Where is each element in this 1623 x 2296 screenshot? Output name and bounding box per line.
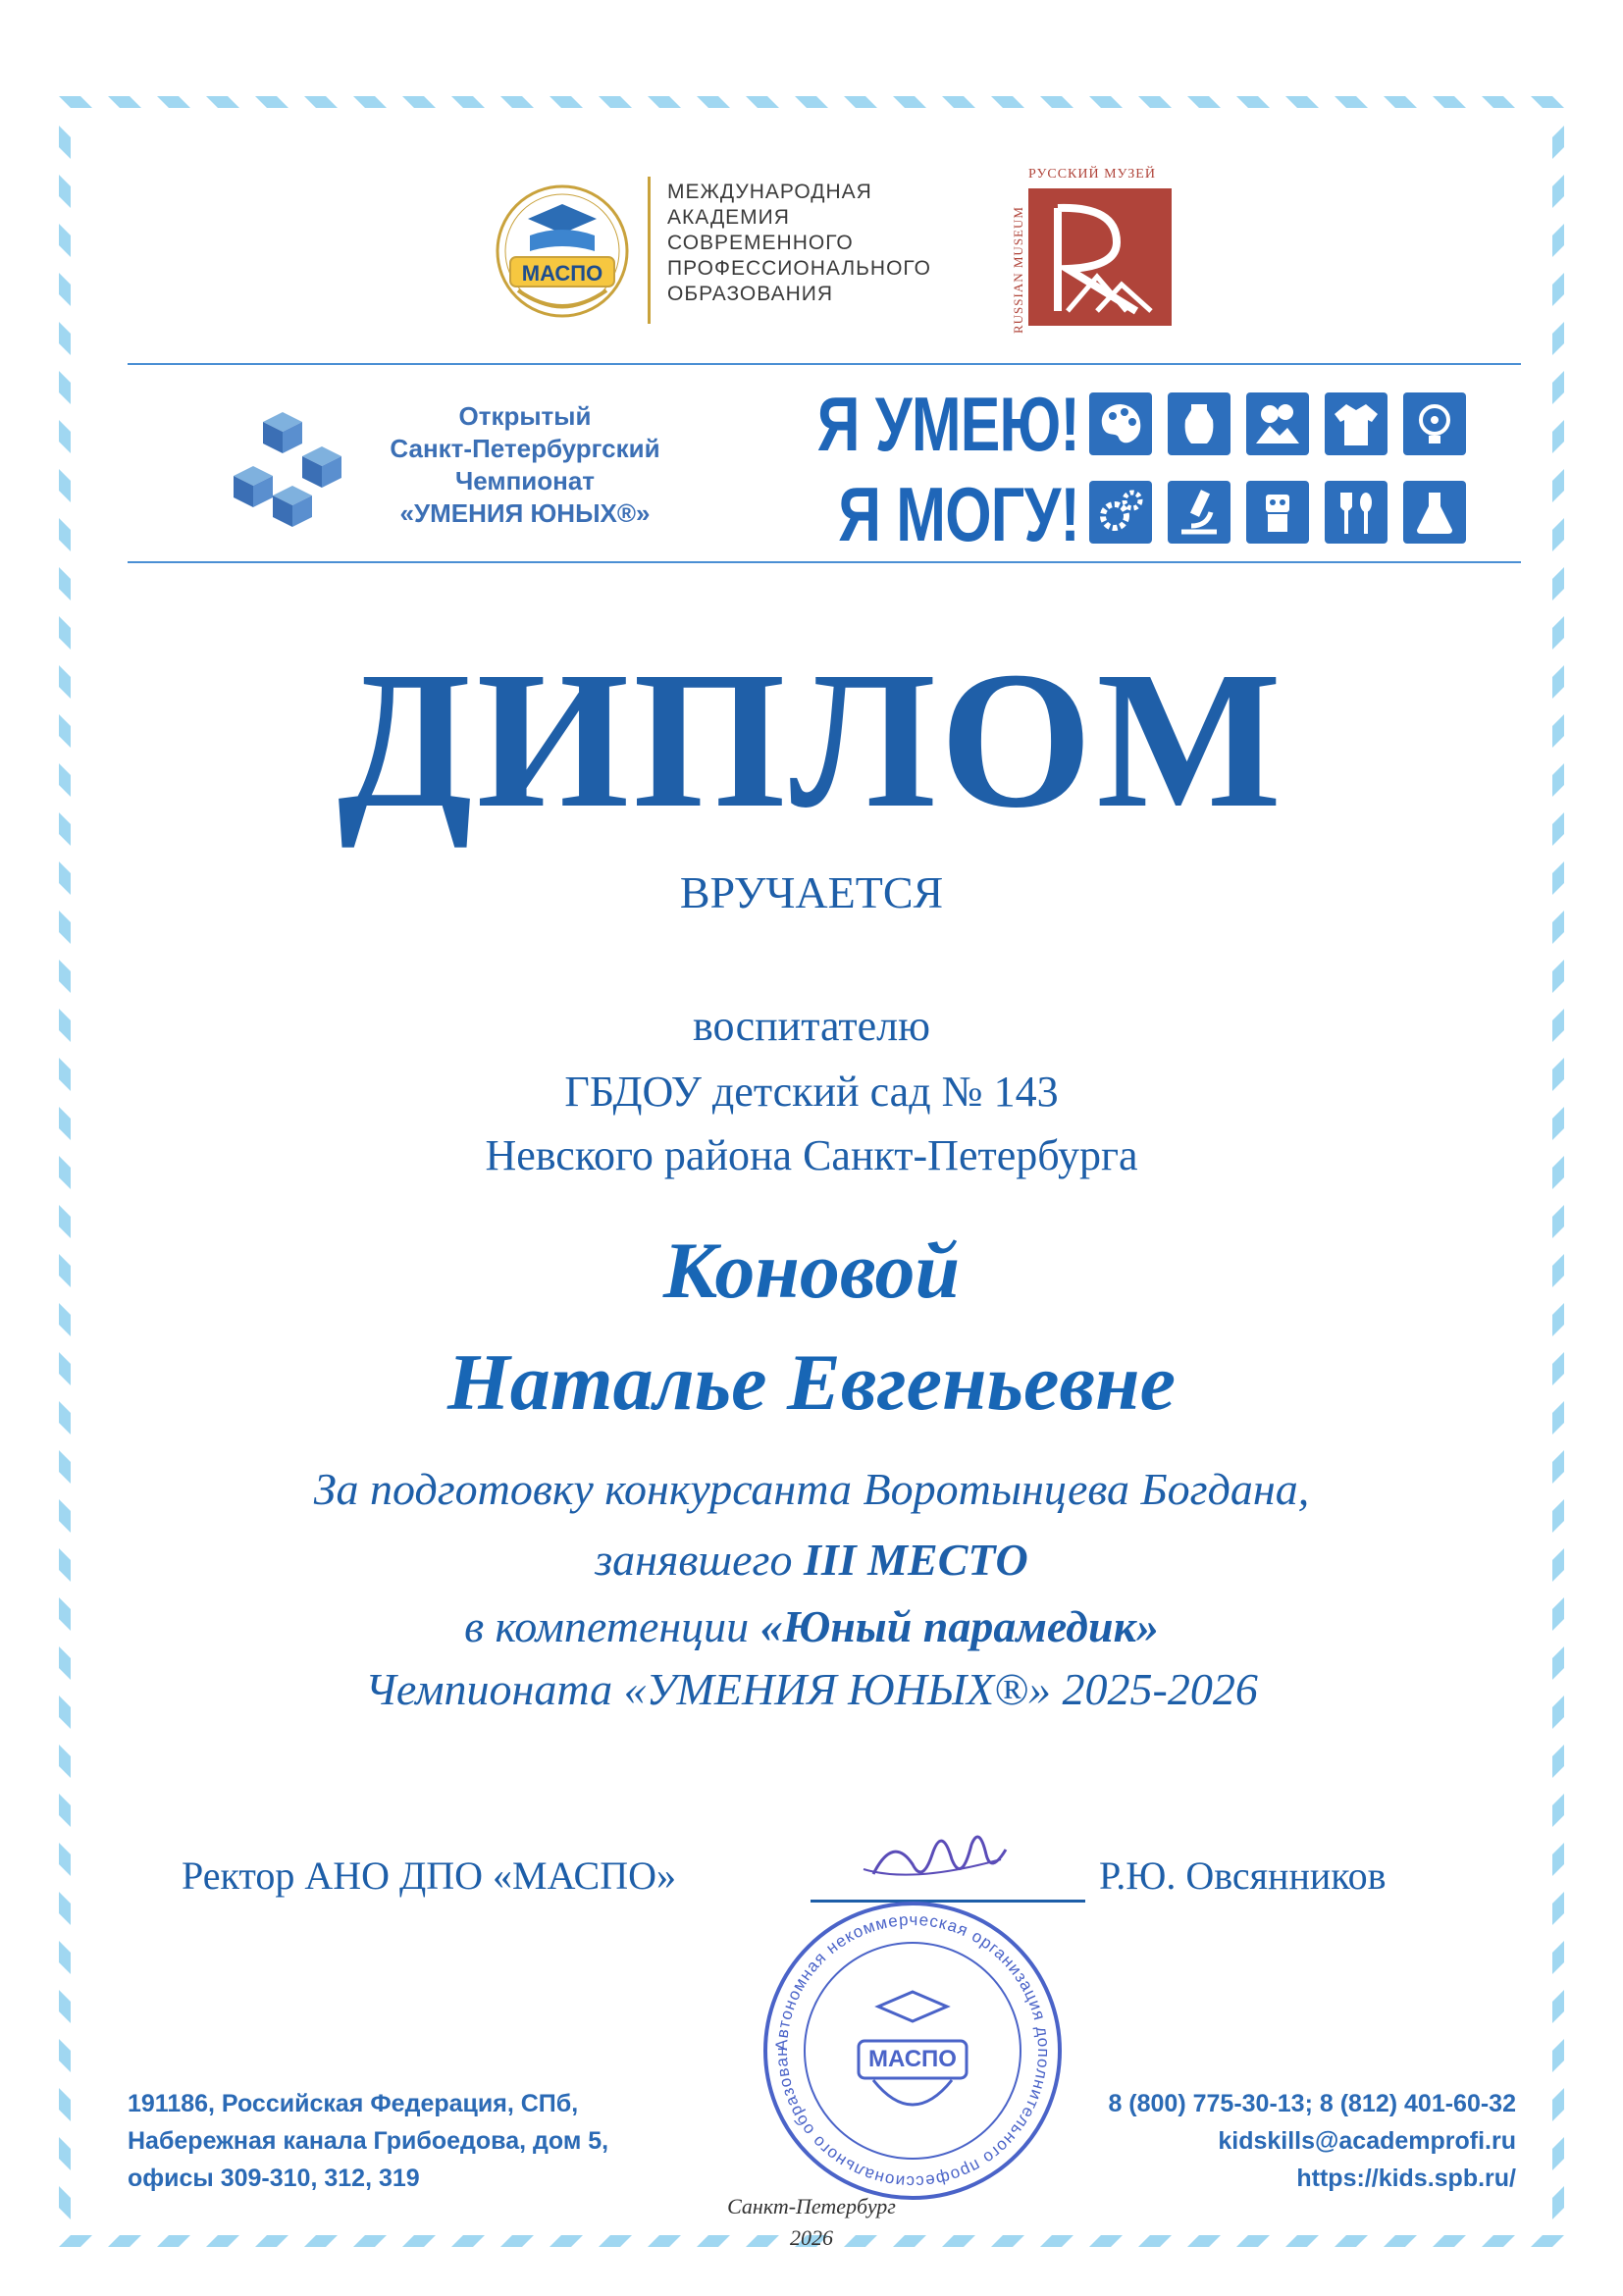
museum-logo [1028,188,1172,326]
footer-website: https://kids.spb.ru/ [1296,2165,1516,2192]
museum-side-label: RUSSIAN MUSEUM [1011,206,1025,334]
robot-icon [1246,481,1309,544]
footer-phones: 8 (800) 775-30-13; 8 (812) 401-60-32 [1108,2090,1516,2117]
reason-line-3: в компетенции «Юный парамедик» [464,1601,1159,1651]
microscope-icon [1168,481,1230,544]
slogan-line-2: Я МОГУ! [838,471,1079,557]
header-divider-top [128,363,1521,365]
slogan [758,379,1079,559]
championship-name: Открытый Санкт-Петербургский Чемпионат «УМЕНИЯ ЮНЫХ®» [390,401,660,528]
maspo-logo [479,175,646,332]
shirt-icon [1325,392,1387,455]
maspo-logo-text: МАСПО [521,261,603,286]
stamp-center-text: МАСПО [868,2046,957,2072]
logo-divider [648,177,651,324]
signatory-position: Ректор АНО ДПО «МАСПО» [182,1853,676,1898]
reason-line-2: занявшего III МЕСТО [595,1535,1028,1585]
reason-line-1: За подготовку конкурсанта Воротынцева Богдана, [313,1464,1310,1514]
header-divider-bottom [128,561,1521,563]
landscape-icon [1246,392,1309,455]
cutlery-icon [1325,481,1387,544]
city-label: Санкт-Петербург [727,2194,896,2218]
lightbulb-icon [1403,392,1466,455]
footer-contacts [1021,2085,1516,2197]
slogan-line-1: Я УМЕЮ! [816,381,1079,467]
footer-email: kidskills@academprofi.ru [1218,2127,1516,2155]
svg-text:Автономная некоммерческая орга: Автономная некоммерческая организация дополнительного профессионального образован [771,1909,1054,2192]
footer-address: 191186, Российская Федерация, СПб, Набережная канала Грибоедова, дом 5, офисы 309-310, 312, 319 [128,2090,609,2192]
recipient-role: воспитателю [693,1002,930,1050]
handwritten-signature [854,1815,1030,1904]
academy-name: МЕЖДУНАРОДНАЯ АКАДЕМИЯ СОВРЕМЕННОГО ПРОФЕССИОНАЛЬНОГО ОБРАЗОВАНИЯ [667,181,931,305]
institution: ГБДОУ детский сад № 143 [564,1068,1059,1116]
diploma-title: ДИПЛОМ [337,632,1286,849]
recipient-given-names: Наталье Евгеньевне [447,1337,1176,1427]
museum-title: РУССКИЙ МУЗЕЙ [1028,167,1156,182]
recipient-surname: Коновой [662,1226,961,1315]
year-label: 2026 [790,2225,833,2250]
place-value: III МЕСТО [803,1535,1028,1585]
reason-line-4: Чемпионата «УМЕНИЯ ЮНЫХ®» 2025-2026 [365,1664,1258,1714]
flask-icon [1403,481,1466,544]
championship-cubes-logo [224,392,371,540]
palette-icon [1089,392,1152,455]
gears-icon [1089,481,1152,544]
district: Невского района Санкт-Петербурга [485,1131,1138,1179]
vase-icon [1168,392,1230,455]
competence-name: «Юный парамедик» [759,1601,1159,1651]
awarded-label: ВРУЧАЕТСЯ [679,867,944,917]
signatory-name: Р.Ю. Овсянников [1099,1853,1387,1898]
